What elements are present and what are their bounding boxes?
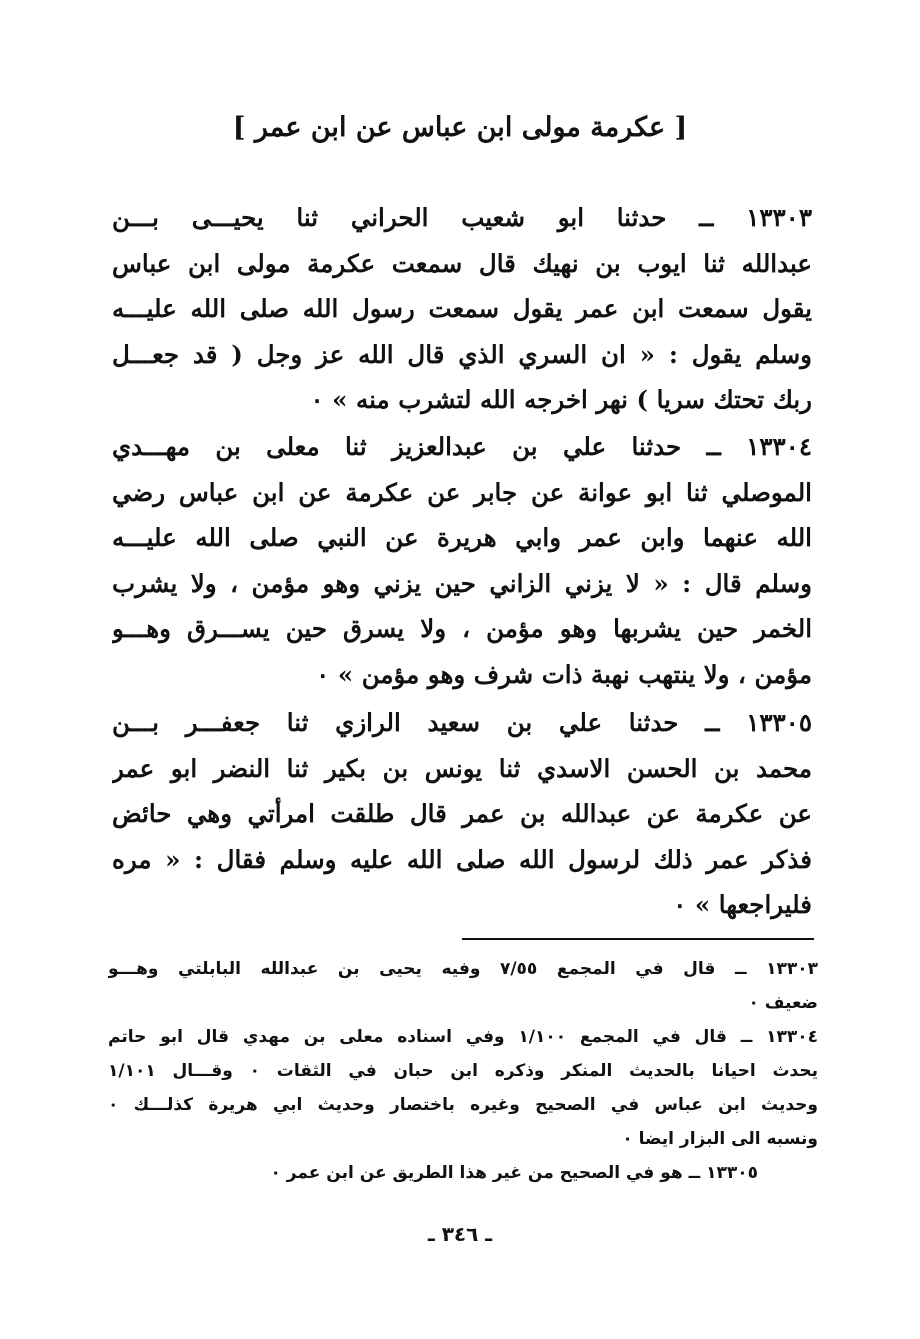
footnotes bbox=[108, 952, 818, 1190]
hadith-13304 bbox=[112, 424, 812, 697]
footnote-line: ١٣٣٠٥ ــ هو في الصحيح من غير هذا الطريق عن ابن عمر ٠ bbox=[270, 1163, 758, 1183]
hadith-line: محمد بن الحسن الاسدي ثنا يونس بن بكير ثنا النضر ابو عمر bbox=[112, 753, 812, 783]
hadith-line: ١٣٣٠٤ ــ حدثنا علي بن عبدالعزيز ثنا معلى بن مهـــدي bbox=[112, 432, 812, 461]
hadith-13305 bbox=[112, 700, 812, 928]
hadith-line: فذكر عمر ذلك لرسول الله صلى الله عليه وسلم فقال : « مره bbox=[112, 844, 812, 874]
hadith-line: عبدالله ثنا ايوب بن نهيك قال سمعت عكرمة مولى ابن عباس bbox=[112, 248, 812, 278]
hadith-13303 bbox=[112, 195, 812, 423]
hadith-line: الموصلي ثنا ابو عوانة عن جابر عن عكرمة عن ابن عباس رضي bbox=[112, 477, 812, 507]
footnote-line: ١٣٣٠٤ ــ قال في المجمع ١/١٠٠ وفي اسناده معلى بن مهدي قال ابو حاتم bbox=[108, 1027, 818, 1047]
hadith-line: عن عكرمة عن عبدالله بن عمر قال طلقت امرأتي وهي حائض bbox=[112, 799, 812, 828]
hadith-line: ربك تحتك سريا ) نهر اخرجه الله لتشرب منه » ٠ bbox=[310, 385, 812, 414]
hadith-line: ١٣٣٠٥ ــ حدثنا علي بن سعيد الرازي ثنا جعفـــر بـــن bbox=[112, 708, 812, 737]
hadith-line: وسلم يقول : « ان السري الذي قال الله عز وجل ( قد جعـــل bbox=[112, 339, 812, 369]
hadith-line: وسلم قال : « لا يزني الزاني حين يزني وهو مؤمن ، ولا يشرب bbox=[112, 568, 812, 598]
hadith-line: يقول سمعت ابن عمر يقول سمعت رسول الله صلى الله عليـــه bbox=[112, 294, 812, 323]
footnote-line: ضعيف ٠ bbox=[748, 993, 818, 1013]
footnote-line: ونسبه الى البزار ايضا ٠ bbox=[622, 1129, 818, 1149]
footnote-divider bbox=[462, 938, 814, 940]
footnote-line: يحدث احيانا بالحديث المنكر وذكره ابن حبان في الثقات ٠ وقـــال ١/١٠١ bbox=[108, 1061, 818, 1081]
chapter-title: [ عكرمة مولى ابن عباس عن ابن عمر ] bbox=[232, 112, 688, 143]
hadith-line: الخمر حين يشربها وهو مؤمن ، ولا يسرق حين يســـرق وهـــو bbox=[112, 614, 812, 643]
hadith-line: ١٣٣٠٣ ــ حدثنا ابو شعيب الحراني ثنا يحيـــى بـــن bbox=[112, 203, 812, 232]
footnote-line: ١٣٣٠٣ ــ قال في المجمع ٧/٥٥ وفيه يحيى بن عبدالله البابلتي وهـــو bbox=[108, 959, 818, 979]
footnote-line: وحديث ابن عباس في الصحيح وغيره باختصار وحديث ابي هريرة كذلـــك ٠ bbox=[108, 1095, 818, 1115]
hadith-line: مؤمن ، ولا ينتهب نهبة ذات شرف وهو مؤمن » ٠ bbox=[316, 659, 812, 689]
hadith-line: الله عنهما وابن عمر وابي هريرة عن النبي صلى الله عليـــه bbox=[112, 523, 812, 552]
hadith-line: فليراجعها » ٠ bbox=[673, 890, 812, 919]
page-number: ـ ٣٤٦ ـ bbox=[427, 1222, 493, 1246]
